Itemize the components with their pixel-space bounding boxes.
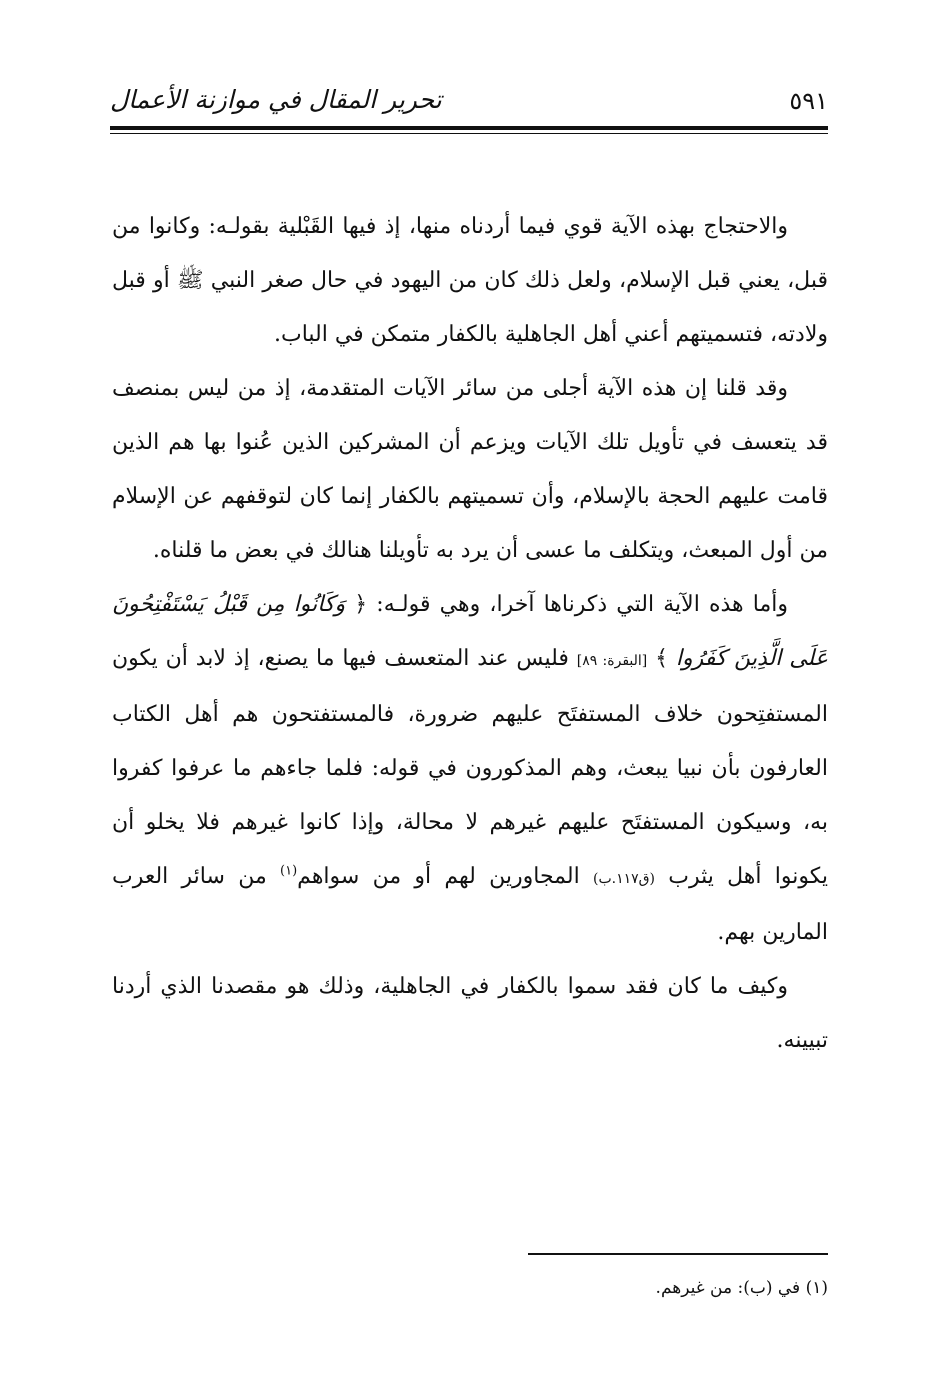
header-rule-thin xyxy=(110,133,828,134)
paragraph-3-body: فليس عند المتعسف فيها ما يصنع، إذ لابد أن يكون المستفتِحون خلاف المستفتَح عليهم ضرورة، فالمستفتحون هم أهل الكتاب العارفون بأن نبيا يبعث، وهم المذكورون في قوله: فلما جاءهم ما عرفوا كفروا به، وسيكون المستفتَح عليهم غيرهم لا محالة، وإذا كانوا غيرهم فلا يخلو أن يكونوا أهل يثرب xyxy=(112,646,829,889)
page-number: ٥٩١ xyxy=(789,87,828,115)
paragraph-3-intro: وأما هذه الآية التي ذكرناها آخرا، وهي قولـه: xyxy=(376,592,788,617)
quran-close-bracket: ﴾ xyxy=(655,646,668,671)
manuscript-folio-ref: (ق١١٧.ب) xyxy=(593,871,655,887)
paragraph-1: والاحتجاج بهذه الآية قوي فيما أردناه منها، إذ فيها القَبْلية بقولـه: وكانوا من قبل، يعني قبل الإسلام، ولعل ذلك كان من اليهود في حال صغر النبي ﷺ أو قبل ولادته، فتسميتهم أعني أهل الجاهلية بالكفار متمكن في الباب. xyxy=(112,214,828,347)
footnote-marker: (١) xyxy=(280,863,298,879)
quran-reference: [البقرة: ٨٩] xyxy=(576,653,648,669)
book-title: تحرير المقال في موازنة الأعمال xyxy=(110,85,442,114)
page-header xyxy=(110,78,828,126)
quran-open-bracket: ﴿ xyxy=(354,592,368,617)
body-text xyxy=(112,200,828,1068)
paragraph-3-end: من سائر العرب المارين بهم. xyxy=(112,864,828,945)
paragraph-3-continued: المجاورين لهم أو من سواهم xyxy=(297,864,580,889)
paragraph-3 xyxy=(112,578,828,960)
quran-verse: وَكَانُوا مِن قَبْلُ يَسْتَفْتِحُونَ عَلَى الَّذِينَ كَفَرُوا xyxy=(112,592,828,671)
paragraph-4: وكيف ما كان فقد سموا بالكفار في الجاهلية، وذلك هو مقصدنا الذي أردنا تبيينه. xyxy=(112,974,828,1053)
footnote: (١) في (ب): من غيرهم. xyxy=(655,1278,828,1298)
paragraph-2: وقد قلنا إن هذه الآية أجلى من سائر الآيات المتقدمة، إذ من ليس بمنصف قد يتعسف في تأويل تلك الآيات ويزعم أن المشركين الذين عُنوا بها هم الذين قامت عليهم الحجة بالإسلام، وأن تسميتهم بالكفار إنما كان لتوقفهم عن الإسلام من أول المبعث، ويتكلف ما عسى أن يرد به تأويلنا هنالك في بعض ما قلناه. xyxy=(112,376,828,563)
header-rule-thick xyxy=(110,126,828,130)
footnote-separator xyxy=(528,1253,828,1255)
